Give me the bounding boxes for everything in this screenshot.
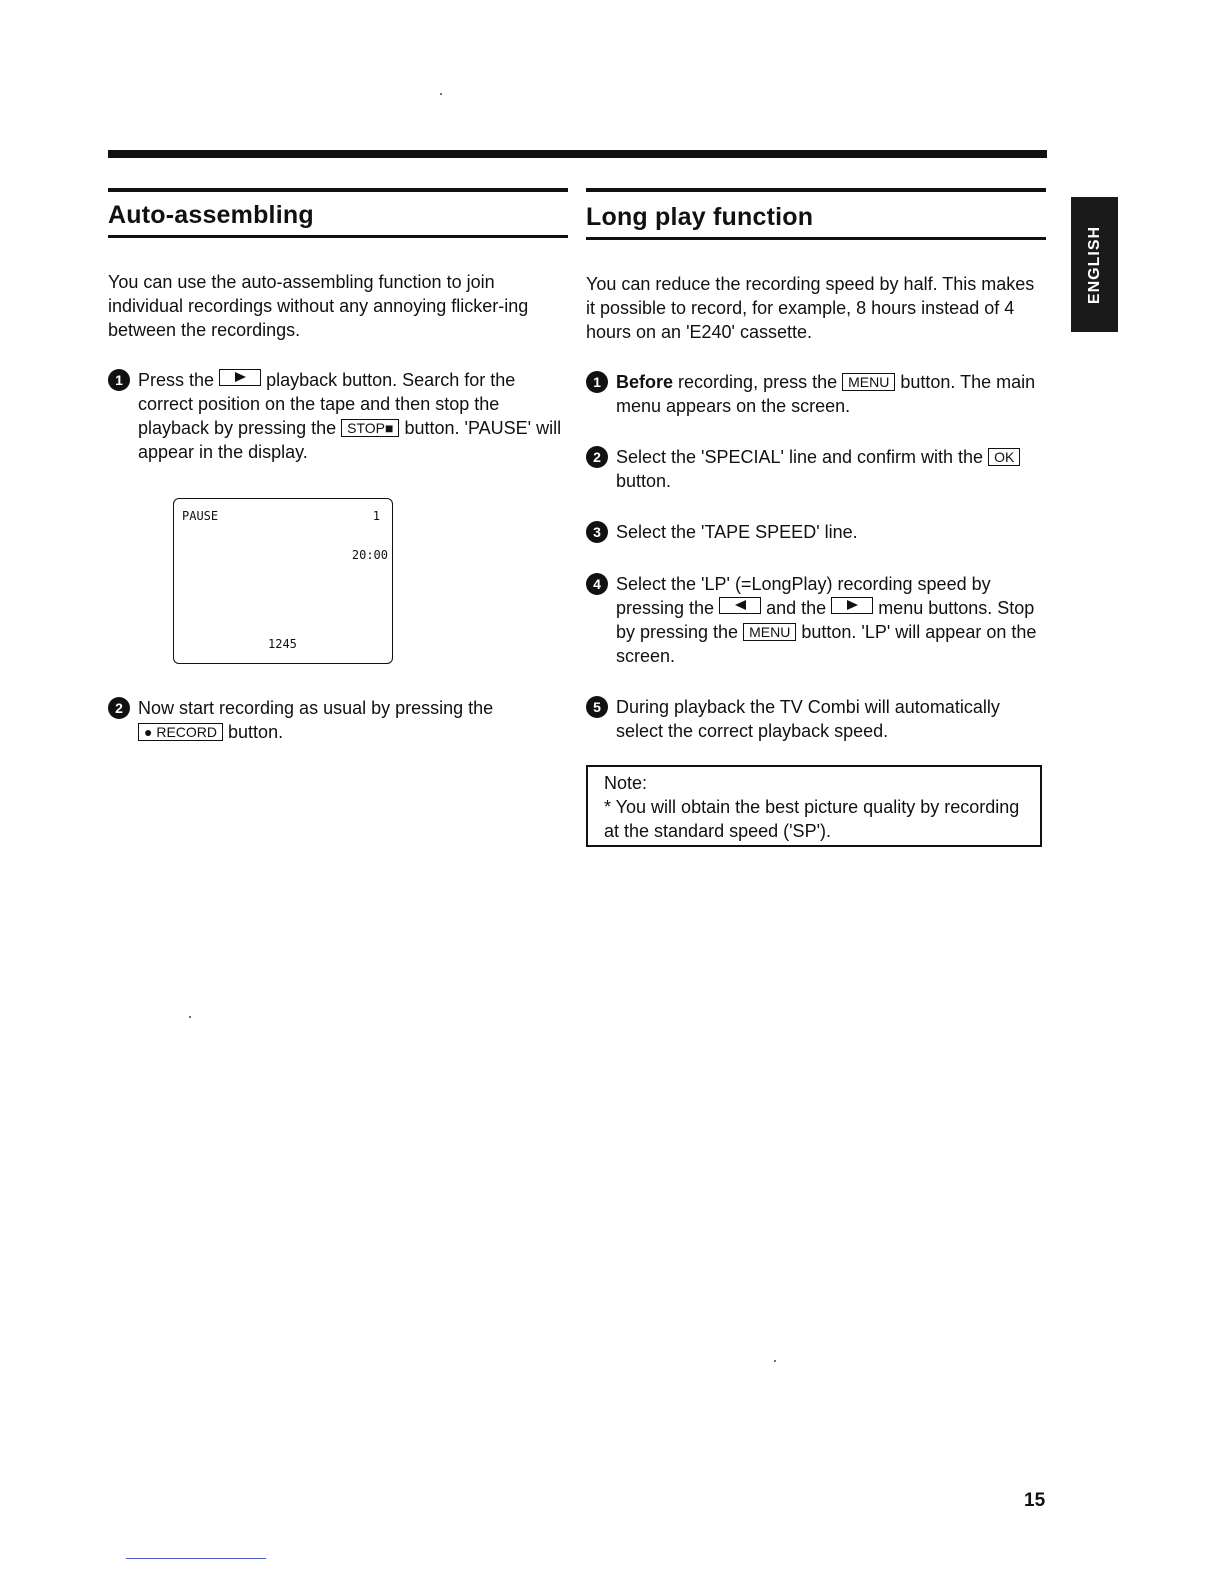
step-number: 1 — [108, 369, 130, 391]
step-1 — [108, 368, 568, 464]
step-text: During playback the TV Combi will automatically select the correct playback speed. — [616, 697, 1000, 741]
right-arrow-button-icon — [831, 597, 873, 614]
step-number: 1 — [586, 371, 608, 393]
ok-key: OK — [988, 448, 1020, 466]
step-number: 2 — [108, 697, 130, 719]
display-time: 20:00 — [351, 548, 388, 562]
heading-rule-bottom — [586, 237, 1046, 240]
step-2 — [108, 696, 568, 744]
vcr-display — [173, 498, 393, 664]
play-button-icon — [219, 369, 261, 386]
display-channel: 1 — [372, 509, 380, 523]
step-text: Now start recording as usual by pressing the ● RECORD button. — [138, 698, 494, 742]
step-3 — [586, 520, 1046, 544]
record-key: ● RECORD — [138, 723, 223, 741]
display-status: PAUSE — [182, 509, 219, 523]
intro-text: You can reduce the recording speed by half. This makes it possible to record, for example, 8 hours instead of 4 hours on an 'E240' cassette. — [586, 274, 1035, 342]
scan-speck — [774, 1360, 776, 1362]
step-4 — [586, 572, 1046, 668]
step-text: Select the 'SPECIAL' line and confirm with the OK button. — [616, 445, 1046, 493]
heading-rule-bottom — [108, 235, 568, 238]
section-auto-assembling — [108, 188, 568, 342]
menu-key: MENU — [743, 623, 796, 641]
display-counter: 1245 — [268, 637, 297, 651]
note-label: Note: — [604, 773, 648, 793]
step-text: Select the 'LP' (=LongPlay) recording speed by pressing the and the menu buttons. Stop by pressing the MENU button. 'LP' will appear on the screen. — [616, 574, 1037, 666]
step-text: Press the playback button. Search for the correct position on the tape and then stop the playback by pressing the STOP■ button. 'PAUSE' will appear in the display. — [138, 370, 562, 462]
section-title: Long play function — [586, 203, 814, 231]
step-text: Select the 'TAPE SPEED' line. — [616, 522, 858, 542]
left-arrow-button-icon — [719, 597, 761, 614]
scan-speck — [189, 1016, 191, 1018]
step-1 — [586, 370, 1046, 418]
section-title: Auto-assembling — [108, 201, 314, 229]
step-number: 4 — [586, 573, 608, 595]
step-number: 5 — [586, 696, 608, 718]
note-text: * You will obtain the best picture quality by recording at the standard speed ('SP'). — [604, 797, 1020, 841]
top-rule — [108, 150, 1047, 158]
step-number: 3 — [586, 521, 608, 543]
scan-artifact-line — [126, 1558, 266, 1559]
language-tab-label: ENGLISH — [1085, 225, 1103, 304]
menu-key: MENU — [842, 373, 895, 391]
step-number: 2 — [586, 446, 608, 468]
stop-key: STOP■ — [341, 419, 399, 437]
note-box — [586, 765, 1042, 847]
step-2 — [586, 445, 1046, 493]
language-tab — [1071, 197, 1118, 332]
step-5 — [586, 695, 1046, 743]
scan-speck — [440, 93, 442, 95]
intro-text: You can use the auto-assembling function to join individual recordings without any annoying flicker-ing between the recordings. — [108, 272, 529, 340]
step-text: Before recording, press the MENU button. The main menu appears on the screen. — [616, 372, 1036, 416]
page-number: 15 — [1024, 1490, 1046, 1511]
section-long-play — [586, 188, 1046, 344]
